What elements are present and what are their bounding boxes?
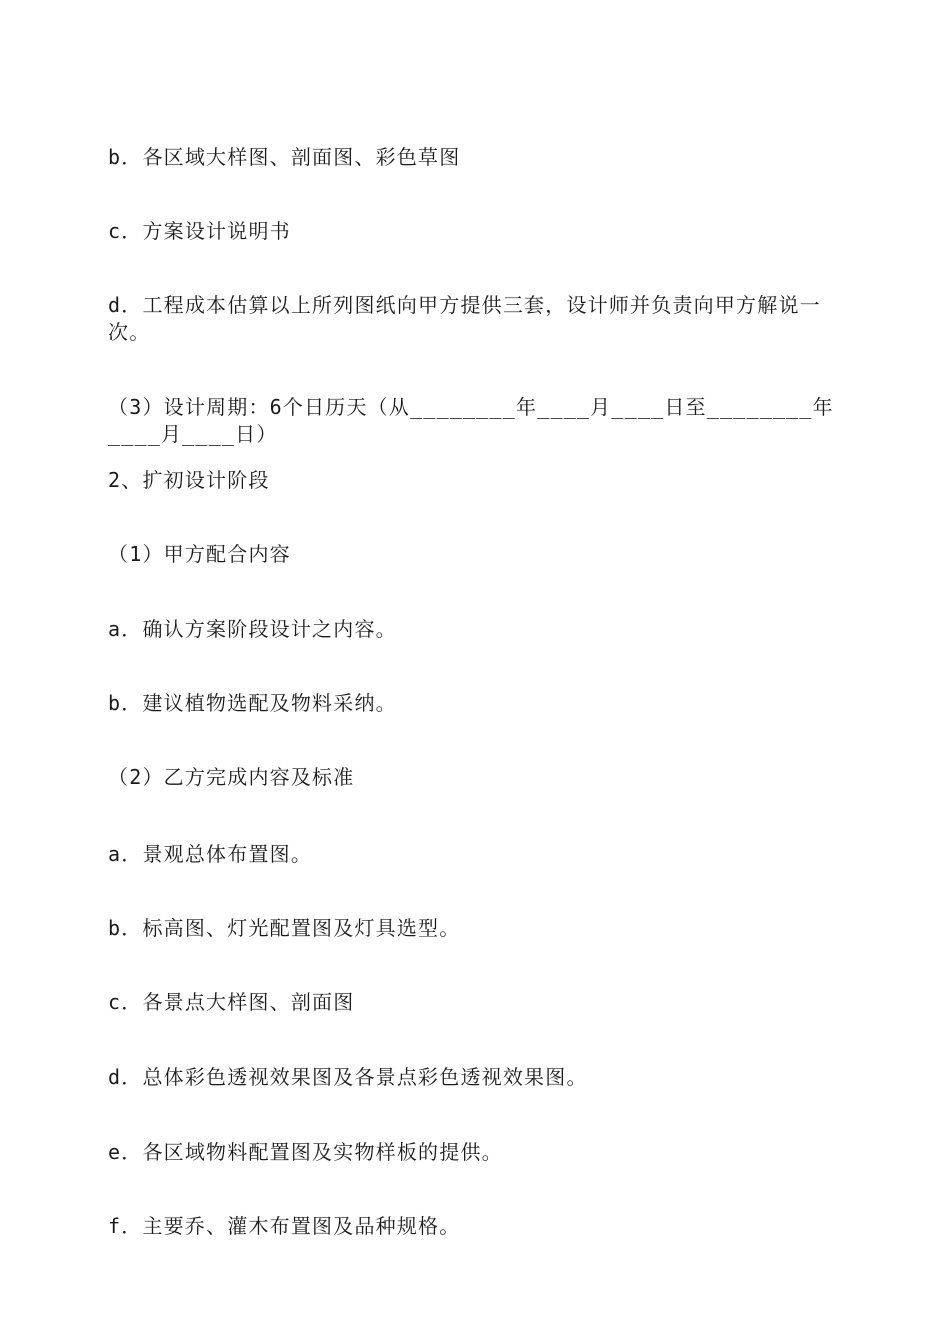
subheading-party-b-deliverables: （2）乙方完成内容及标准 — [108, 765, 355, 789]
paragraph-e-material-layout: e．各区域物料配置图及实物样板的提供。 — [108, 1140, 503, 1164]
paragraph-a-general-layout: a．景观总体布置图。 — [108, 842, 313, 866]
paragraph-b-elevation-lighting: b．标高图、灯光配置图及灯具选型。 — [108, 916, 461, 940]
paragraph-design-period: （3）设计周期：6个日历天（从________年____月____日至________年____月____日） — [108, 395, 834, 446]
paragraph-f-tree-shrub-layout: f．主要乔、灌木布置图及品种规格。 — [108, 1214, 461, 1238]
paragraph-a-confirm-scheme: a．确认方案阶段设计之内容。 — [108, 617, 397, 641]
paragraph-c-design-description: c．方案设计说明书 — [108, 219, 291, 243]
subheading-party-a-cooperation: （1）甲方配合内容 — [108, 542, 291, 566]
section-heading-preliminary-design: 2、扩初设计阶段 — [108, 468, 270, 492]
paragraph-b-detail-drawings: b．各区域大样图、剖面图、彩色草图 — [108, 145, 461, 169]
paragraph-d-cost-estimate: d．工程成本估算以上所列图纸向甲方提供三套，设计师并负责向甲方解说一次。 — [108, 293, 821, 344]
paragraph-c-scenic-details: c．各景点大样图、剖面图 — [108, 990, 355, 1014]
paragraph-d-perspective-renderings: d．总体彩色透视效果图及各景点彩色透视效果图。 — [108, 1065, 588, 1089]
paragraph-b-plant-selection: b．建议植物选配及物料采纳。 — [108, 691, 397, 715]
